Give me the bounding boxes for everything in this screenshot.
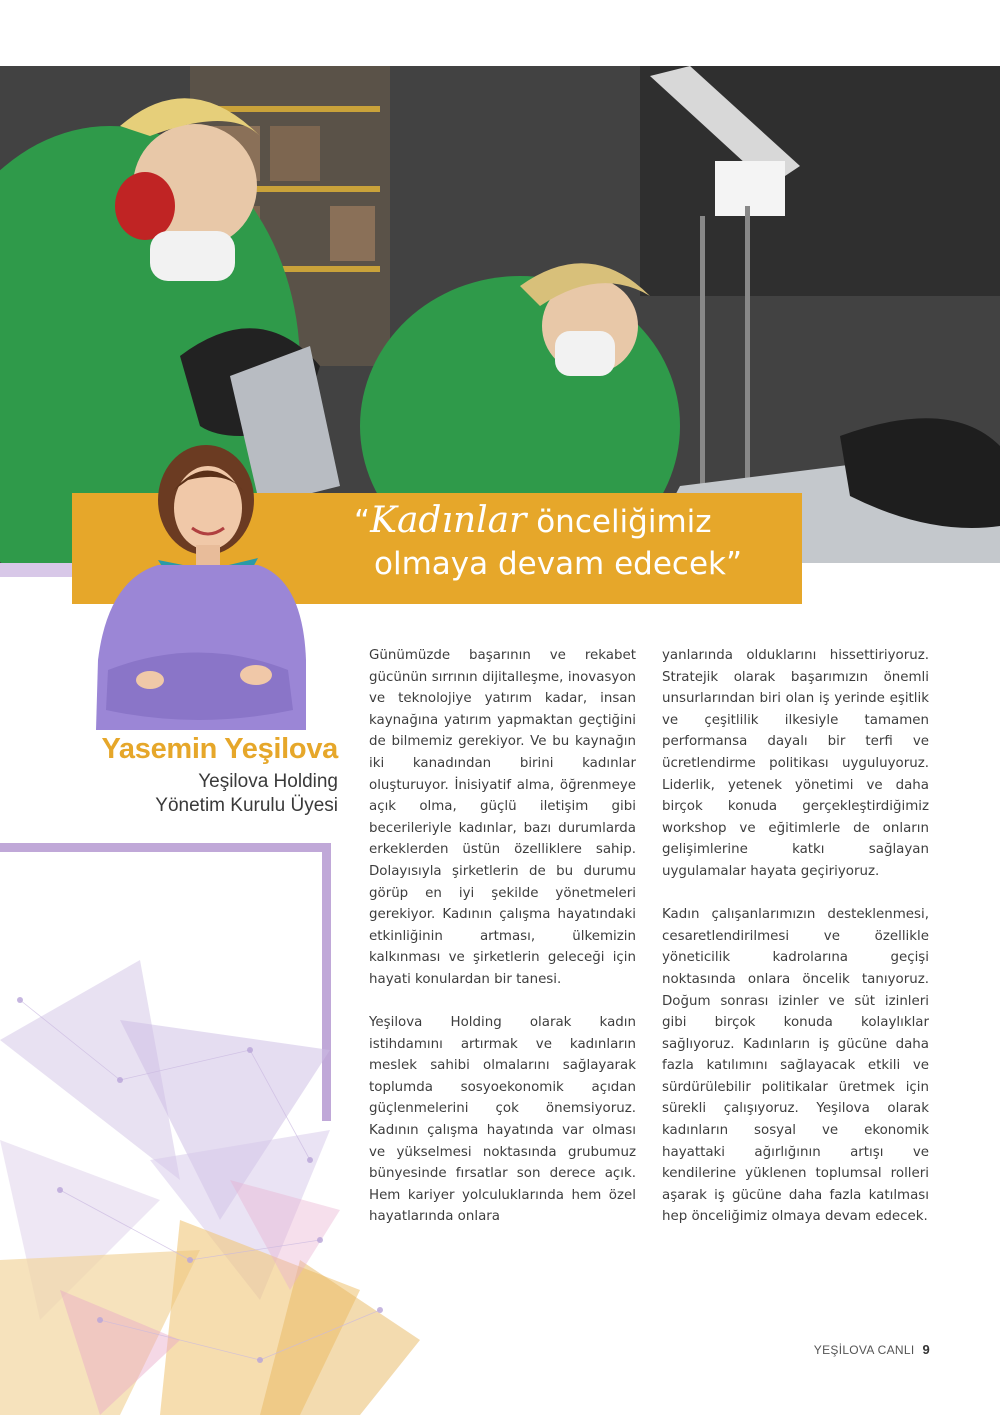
- person-title: [80, 770, 338, 818]
- portrait-illustration: [88, 430, 313, 730]
- person-name: Yasemin Yeşilova: [101, 733, 338, 765]
- page-number: 9: [922, 1342, 930, 1357]
- page-footer: [814, 1342, 930, 1357]
- person-title-line-2: Yönetim Kurulu Üyesi: [155, 795, 338, 816]
- quote-line-1: [350, 500, 790, 543]
- col2-paragraph-1: yanlarında olduklarını hissettiriyoruz. Stratejik olarak başarımızın önemli unsurlarından biri olan iş yerinde eşitlik ve çeşitlilik ilkesiyle tamamen performansa dayalı bir terfi ve ücretlendirme politikası uyguluyoruz. Liderlik, yetenek yönetimi ve daha birçok konuda gerçekleştirdiğimiz workshop ve eğitimlerle de onların gelişimlerine katkı sağlayan uygulamalar hayata geçiriyoruz.: [662, 648, 929, 879]
- article-column-2: [662, 645, 929, 1250]
- quote-open-mark: “: [354, 504, 371, 540]
- col1-paragraph-1: Günümüzde başarının ve rekabet gücünün sırrının dijitalleşme, inovasyon ve teknolojiye yatırım kadar, insan kaynağına yatırım yapmaktan geçtiğini de bilmemiz gerekiyor. Ve bu kaynağın iki kanadından birini kadınlar oluşturuyor. İnisiyatif alma, öğrenmeye açık olma, güçlü iletişim gibi becerileriyle kadınlar, bazı durumlarda erkeklerden üstün özelliklere sahip. Dolayısıyla şirketlerin de bu durumu görüp en iyi şekilde yönetmeleri gerekiyor. Kadının çalışma hayatındaki etkinliğinin artması, ülkemizin kalkınması ve şirketlerin geleceği için hayati konulardan bir tanesi.: [369, 648, 636, 987]
- quote-line-1-rest: önceliğimiz: [526, 504, 712, 540]
- article-column-1: [369, 645, 636, 1250]
- pull-quote: [350, 500, 790, 585]
- magazine-name: YEŞİLOVA CANLI: [813, 1343, 915, 1357]
- quote-line-2: olmaya devam edecek”: [374, 546, 743, 582]
- quote-emphasis: Kadınlar: [370, 500, 527, 541]
- portrait: [88, 430, 313, 730]
- col1-paragraph-2: Yeşilova Holding olarak kadın istihdamını artırmak ve kadınların meslek sahibi olmalarını sağlayarak toplumda sosyoekonomik açıdan güçlenmelerini çok önemsiyoruz. Kadının çalışma hayatında var olması ve yükselmesi noktasında grubumuz bünyesinde fırsatlar son derece açık. Hem kariyer yolculuklarında hem özel hayatlarında onlara: [369, 1015, 636, 1225]
- col2-paragraph-2: Kadın çalışanlarımızın desteklenmesi, cesaretlendirilmesi ve özellikle yöneticilik kadrolarına geçişi noktasında onlara öncelik tanıyoruz. Doğum sonrası izinler ve süt izinleri gibi birçok konuda kolaylıklar sağlıyoruz. Kadınların iş gücüne daha fazla katılımını sağlayacak etkili ve sürdürülebilir politikalar üretmek için sürekli çalışıyoruz. Yeşilova olarak kadınların sosyal ve ekonomik hayattaki ağırlığının artışı ve kendilerine yüklenen toplumsal rolleri aşarak iş gücüne daha fazla katılması hep önceliğimiz olmaya devam edecek.: [662, 907, 929, 1225]
- person-title-line-1: Yeşilova Holding: [198, 771, 338, 792]
- frame-top-line: [0, 843, 330, 852]
